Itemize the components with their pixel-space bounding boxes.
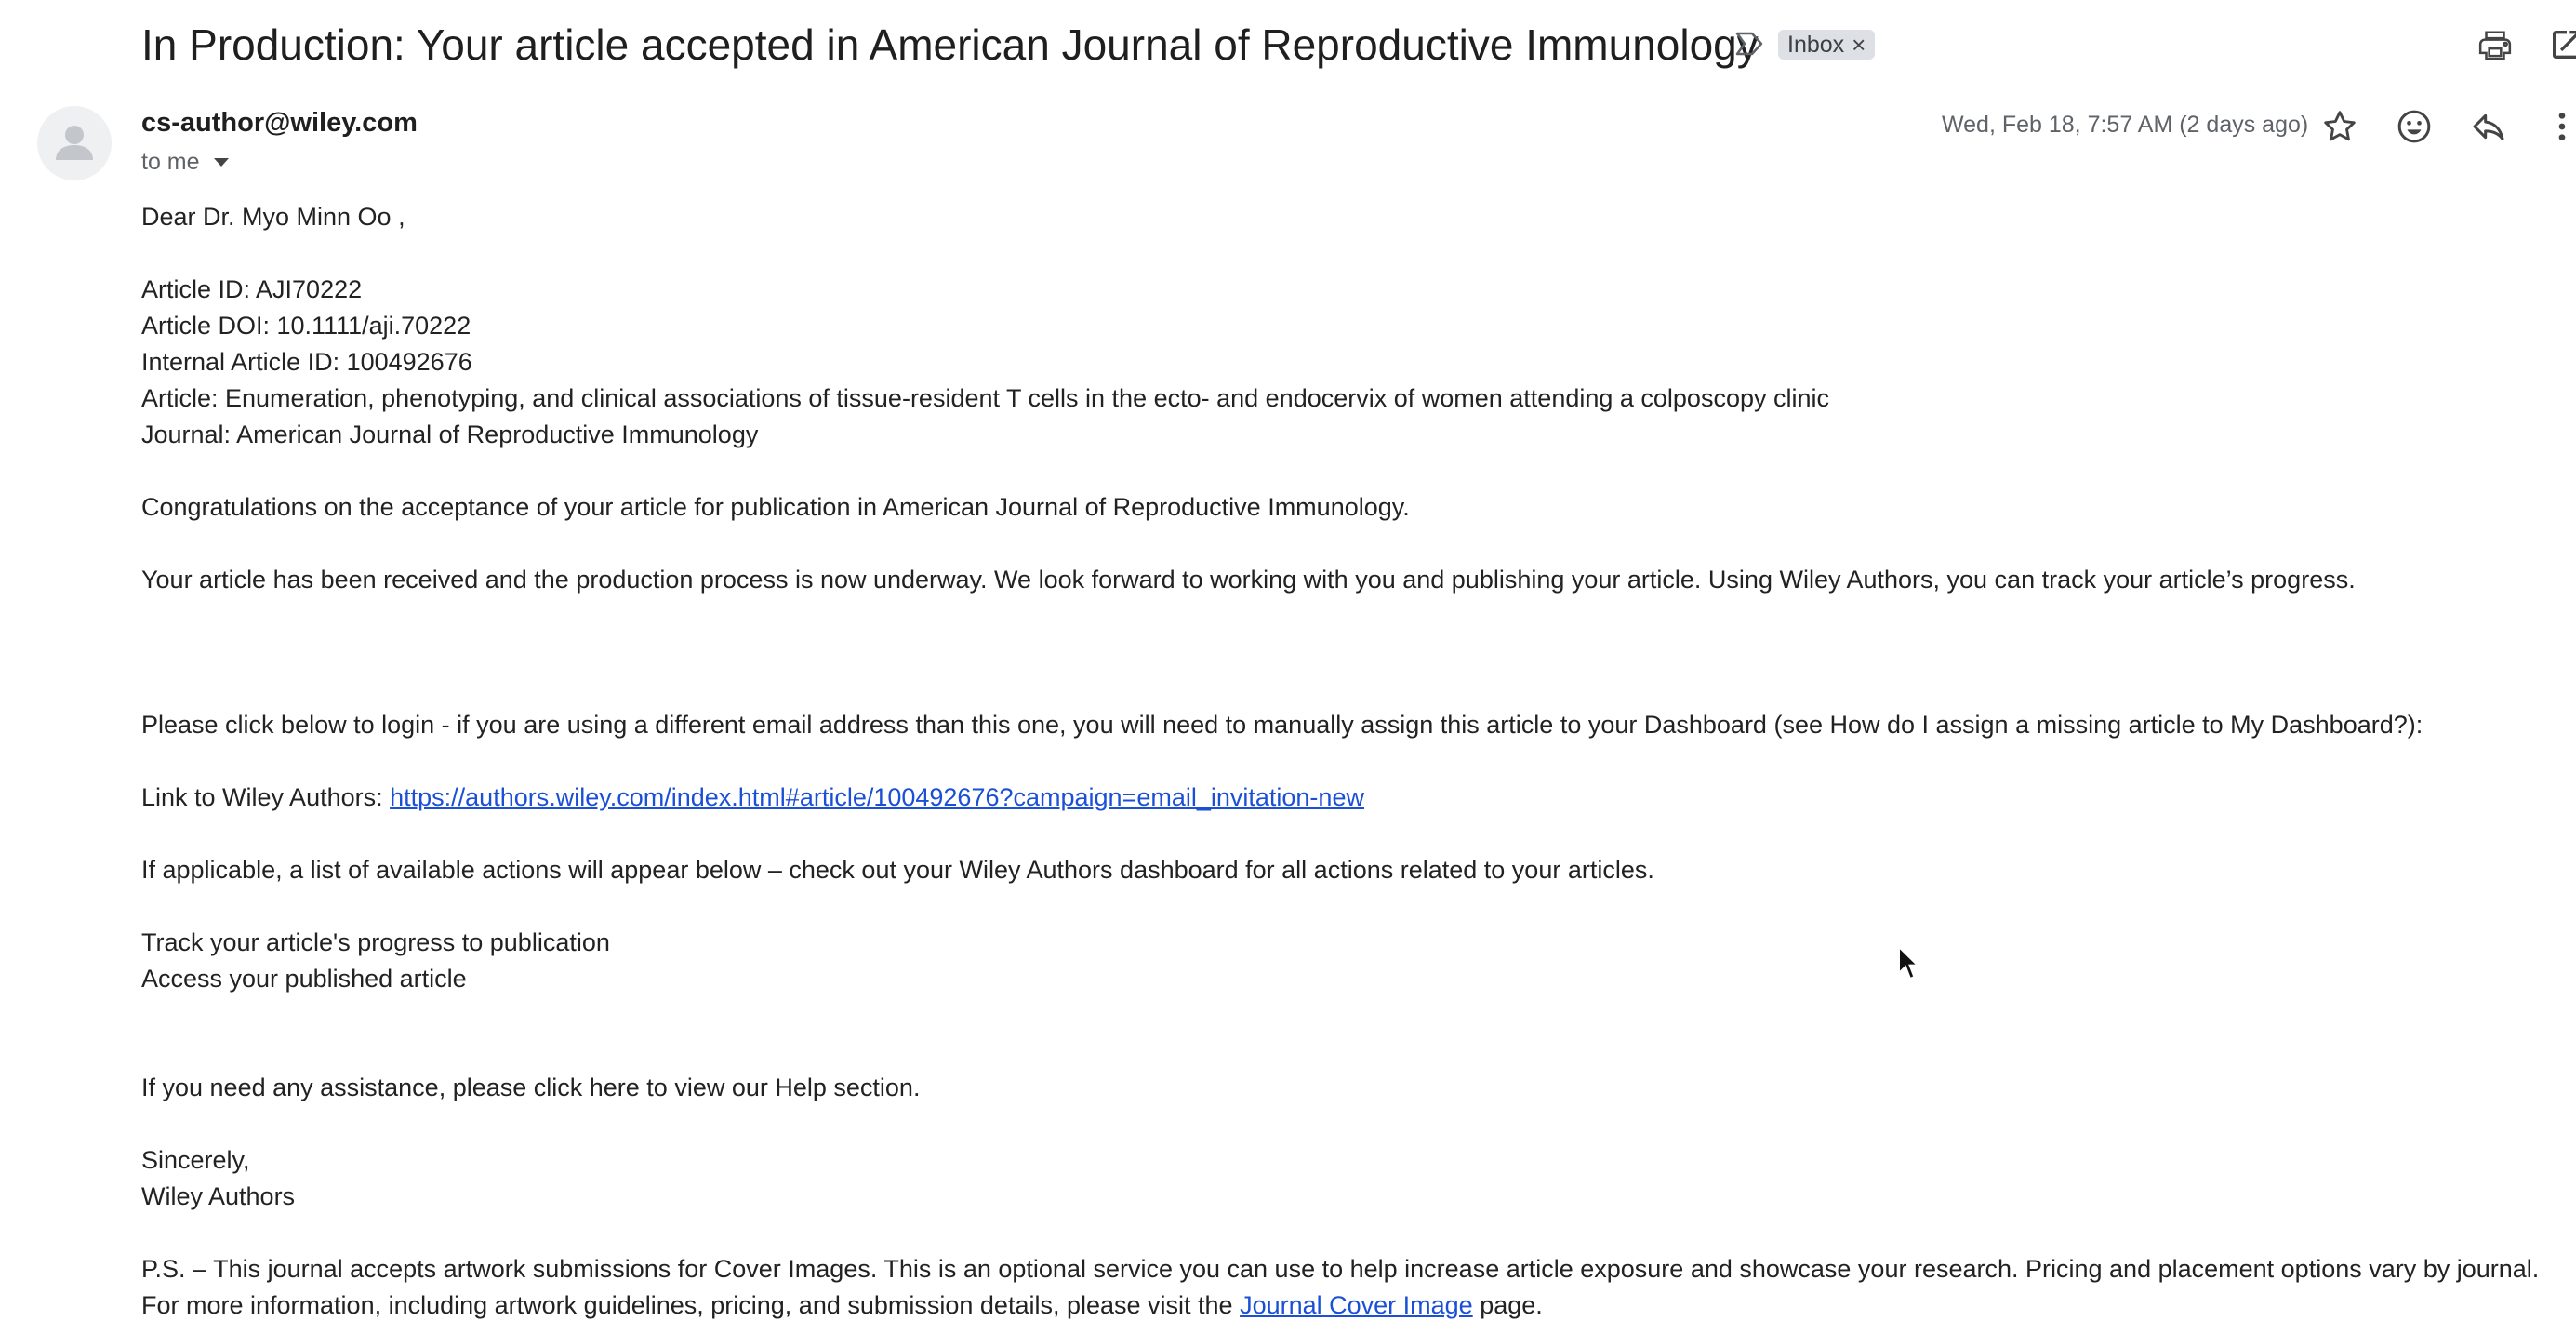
caret-down-icon[interactable]	[213, 157, 230, 168]
wiley-authors-link[interactable]: https://authors.wiley.com/index.html#article/100492676?campaign=email_invitation-new	[390, 783, 1364, 811]
email-body	[141, 199, 2559, 1324]
action-access-article: Access your published article	[141, 965, 467, 993]
print-icon[interactable]	[2477, 28, 2513, 63]
label-arrow-icon[interactable]	[1733, 30, 1765, 58]
sender-address[interactable]: cs-author@wiley.com	[141, 108, 418, 138]
recipient-details-toggle[interactable]	[141, 149, 230, 176]
sign-off: Sincerely,	[141, 1146, 250, 1174]
ps-text: P.S. – This journal accepts artwork submissions for Cover Images. This is an optional service you can use to help increase article exposure and showcase your research. Pricing and placement options vary by journal. For more information, including artwork guidelines, pricing, and submission details, please visit the	[141, 1255, 2540, 1319]
open-in-new-window-icon[interactable]	[2548, 26, 2576, 63]
action-track-progress: Track your article's progress to publication	[141, 928, 610, 956]
inbox-label-chip[interactable]	[1778, 30, 1875, 60]
article-doi: Article DOI: 10.1111/aji.70222	[141, 312, 471, 340]
recipient-label: to me	[141, 149, 200, 175]
congratulations-text: Congratulations on the acceptance of your article for publication in American Journal of Reproductive Immunology.	[141, 493, 1410, 521]
production-text: Your article has been received and the production process is now underway. We look forward to working with you and publishing your article. Using Wiley Authors, you can track your article’s progress.	[141, 566, 2356, 594]
login-instructions: Please click below to login - if you are using a different email address than this one, you will need to manually assign this article to your Dashboard (see How do I assign a missing article to My Dashboard?):	[141, 711, 2423, 739]
inbox-label-text: Inbox	[1787, 32, 1845, 58]
email-subject: In Production: Your article accepted in American Journal of Reproductive Immunology	[141, 20, 1759, 69]
ps-suffix: page.	[1472, 1291, 1543, 1319]
sender-avatar	[37, 106, 112, 180]
journal-cover-image-link[interactable]: Journal Cover Image	[1240, 1291, 1473, 1319]
email-date: Wed, Feb 18, 7:57 AM (2 days ago)	[1942, 112, 2309, 138]
signature: Wiley Authors	[141, 1182, 296, 1210]
link-prefix: Link to Wiley Authors:	[141, 783, 391, 811]
actions-info: If applicable, a list of available actions will appear below – check out your Wiley Authors dashboard for all actions related to your articles.	[141, 856, 1654, 884]
assistance-text: If you need any assistance, please click here to view our Help section.	[141, 1074, 921, 1101]
internal-article-id: Internal Article ID: 100492676	[141, 348, 472, 376]
greeting: Dear Dr. Myo Minn Oo ,	[141, 203, 405, 231]
wiley-authors-link-line	[141, 780, 2559, 816]
remove-label-button[interactable]: ×	[1852, 31, 1866, 59]
more-options-icon[interactable]	[2548, 108, 2576, 145]
article-id: Article ID: AJI70222	[141, 275, 363, 303]
journal-name: Journal: American Journal of Reproductive Immunology	[141, 420, 759, 448]
emoji-reaction-icon[interactable]	[2396, 108, 2433, 145]
article-title: Article: Enumeration, phenotyping, and clinical associations of tissue-resident T cells in the ecto- and endocervix of women attending a colposcopy clinic	[141, 384, 1829, 412]
mouse-cursor-icon	[1897, 945, 1919, 982]
star-icon[interactable]	[2321, 108, 2358, 145]
person-icon	[37, 106, 112, 180]
reply-icon[interactable]	[2470, 108, 2507, 145]
postscript	[141, 1251, 2559, 1324]
